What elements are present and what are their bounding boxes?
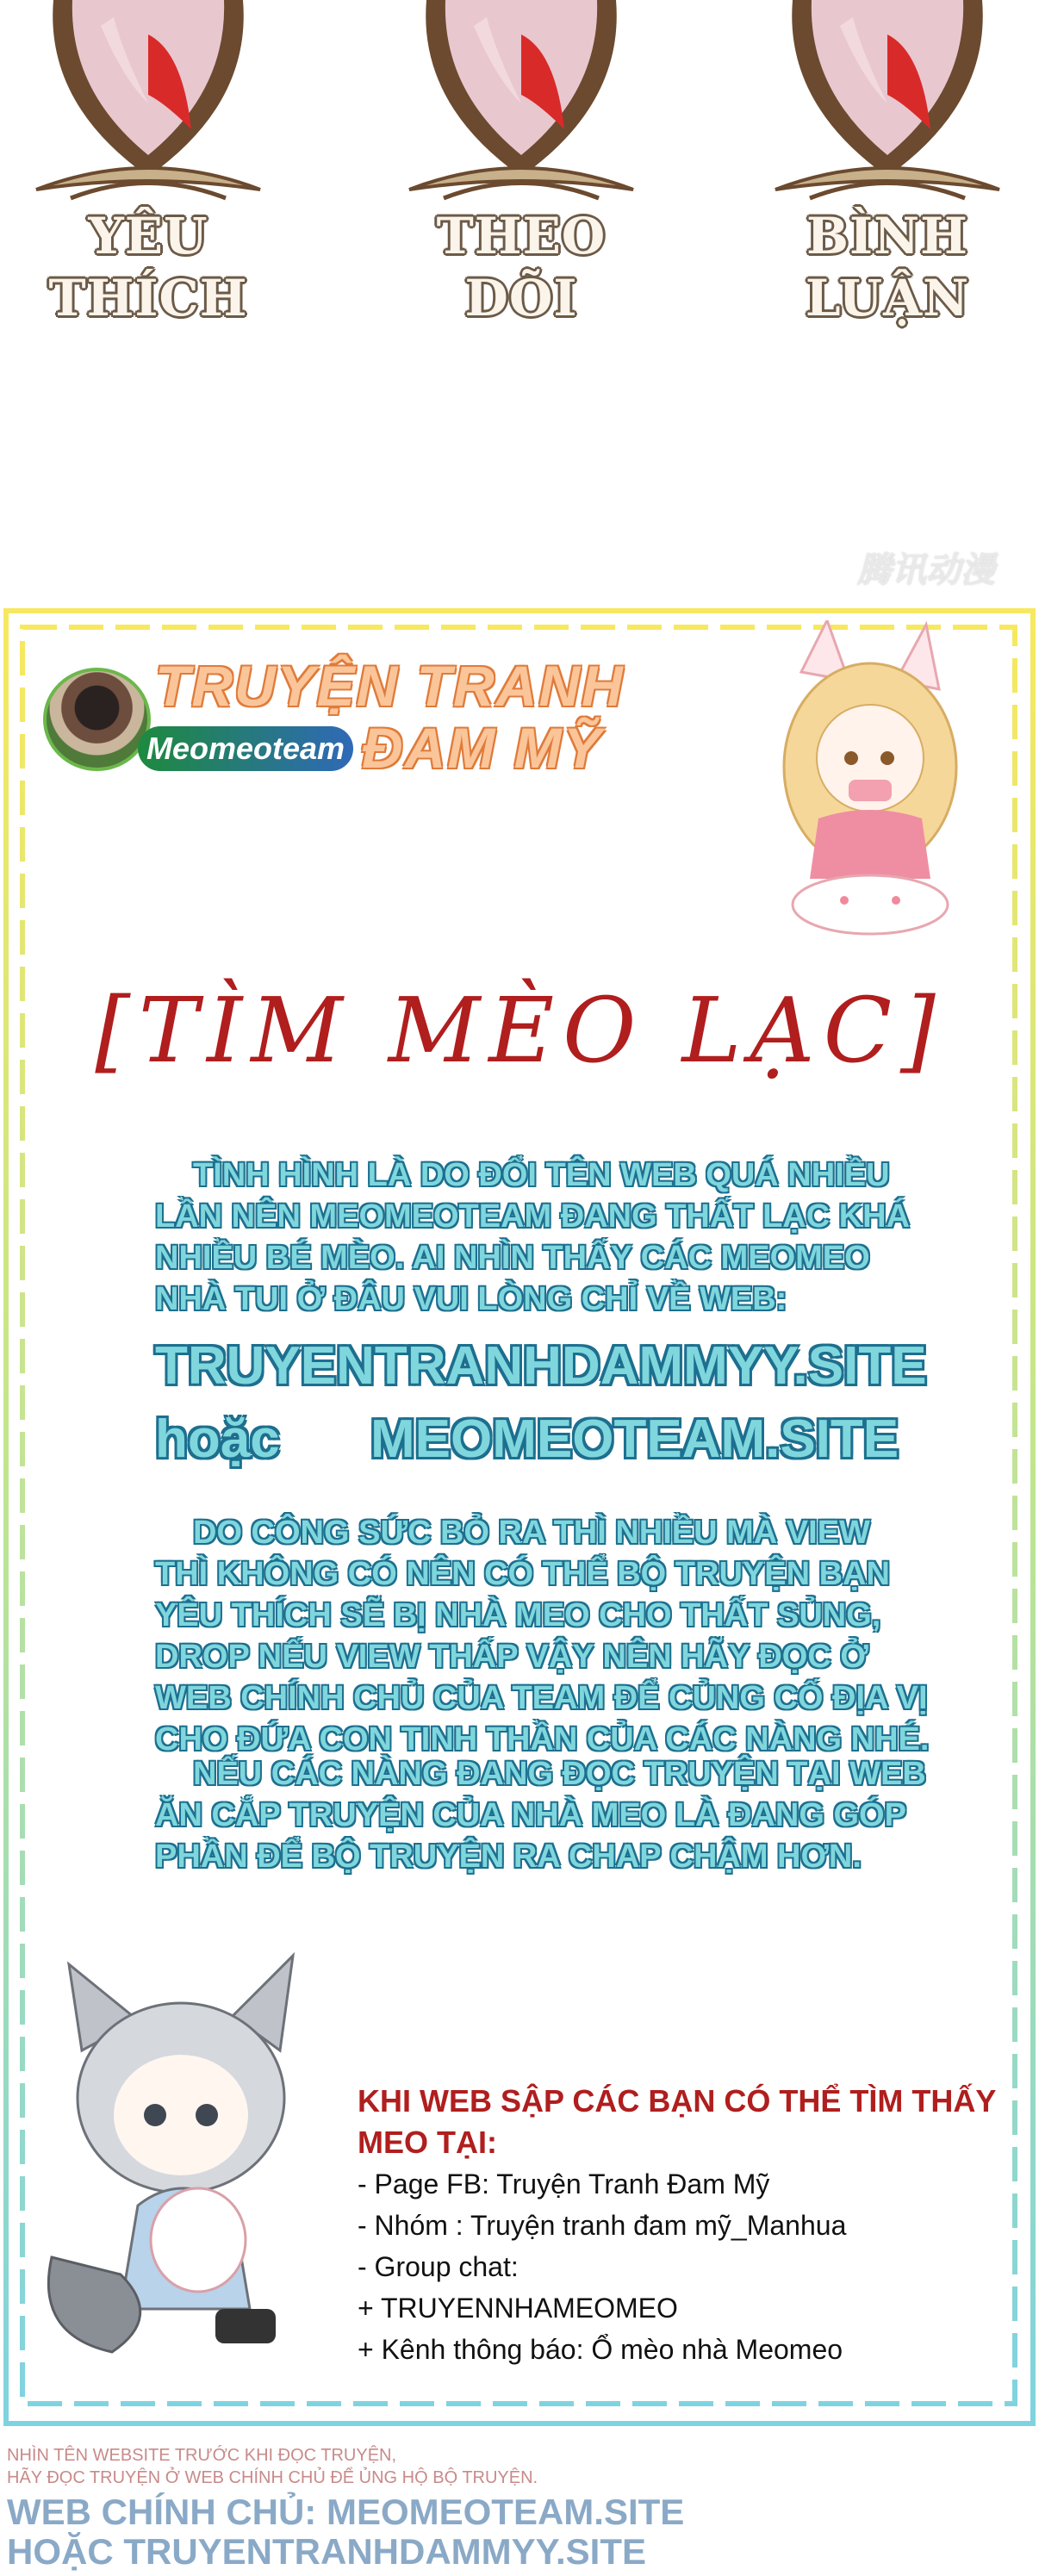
comment-label-line1: BÌNH xyxy=(806,207,968,265)
contact-group-chat-label: - Group chat: xyxy=(358,2251,519,2282)
ornate-mirror-icon xyxy=(19,0,277,233)
brand-title xyxy=(155,655,625,779)
like-label-line1: YÊU xyxy=(88,207,208,265)
team-avatar xyxy=(43,668,151,771)
brand-line1: TRUYỆN TRANH xyxy=(155,654,625,718)
contact-group[interactable]: - Nhóm : Truyện tranh đam mỹ_Manhua xyxy=(358,2210,847,2241)
notice-paragraph-1-text: TÌNH HÌNH LÀ DO ĐỔI TÊN WEB QUÁ NHIỀU LẦN NÊN MEOMEOTEAM ĐANG THẤT LẠC KHÁ NHIỀU BÉ MÈO. AI NHÌN THẤY CÁC MEOMEO NHÀ TUI Ở ĐÂU VUI LÒNG CHỈ VỀ WEB: xyxy=(155,1157,911,1317)
lost-cat-title: [TÌM MÈO LẠC] xyxy=(95,978,944,1083)
footer-alt-site[interactable]: HOẶC TRUYENTRANHDAMMYY.SITE xyxy=(7,2531,647,2572)
contact-channel[interactable]: + Kênh thông báo: Ổ mèo nhà Meomeo xyxy=(358,2334,843,2365)
site-link-2[interactable]: MEOMEOTEAM.SITE xyxy=(370,1409,899,1469)
ornate-mirror-icon xyxy=(758,0,1017,233)
follow-button[interactable] xyxy=(392,205,650,329)
or-word: hoặc xyxy=(155,1409,280,1469)
like-label-line2: THÍCH xyxy=(48,269,248,327)
contact-info xyxy=(358,2081,1012,2370)
team-name-badge: Meomeoteam xyxy=(138,726,353,771)
notice-paragraph-3 xyxy=(155,1753,930,1877)
footer-note-2: HÃY ĐỌC TRUYỆN Ở WEB CHÍNH CHỦ ĐỂ ỦNG HỘ BỘ TRUYỆN. xyxy=(7,2468,538,2487)
notice-paragraph-2 xyxy=(155,1512,930,1760)
footer-note-1: NHÌN TÊN WEBSITE TRƯỚC KHI ĐỌC TRUYỆN, xyxy=(7,2446,397,2465)
follow-frame-image[interactable] xyxy=(392,0,650,233)
comment-label-line2: LUẬN xyxy=(805,269,970,327)
contact-fb-page[interactable]: - Page FB: Truyện Tranh Đam Mỹ xyxy=(358,2168,770,2200)
fox-girl-chibi-illustration xyxy=(767,620,974,948)
notice-paragraph-1 xyxy=(155,1154,930,1320)
footer xyxy=(0,2430,1039,2576)
reaction-strip xyxy=(0,0,1039,603)
follow-label-line1: THEO xyxy=(436,207,607,265)
brand-line2: ĐAM MỸ xyxy=(362,716,603,780)
follow-label-line2: DÕI xyxy=(464,269,578,327)
contact-heading: KHI WEB SẬP CÁC BẠN CÓ THỂ TÌM THẤY MEO TẠI: xyxy=(358,2083,996,2160)
tencent-watermark-logo: 腾讯动漫 xyxy=(857,551,995,590)
footer-official-site[interactable]: WEB CHÍNH CHỦ: MEOMEOTEAM.SITE xyxy=(7,2492,685,2532)
wolf-boy-chibi-illustration xyxy=(34,1947,327,2378)
ornate-mirror-icon xyxy=(392,0,650,233)
comment-frame-image[interactable] xyxy=(758,0,1017,233)
notice-paragraph-2-text: DO CÔNG SỨC BỎ RA THÌ NHIỀU MÀ VIEW THÌ KHÔNG CÓ NÊN CÓ THỂ BỘ TRUYỆN BẠN YÊU THÍCH SẼ BỊ NHÀ MEO CHO THẤT SỦNG, DROP NẾU VIEW THẤP VẬY NÊN HÃY ĐỌC Ở WEB CHÍNH CHỦ CỦA TEAM ĐỂ CỦNG CỐ ĐỊA VỊ CHO ĐỨA CON TINH THẦN CỦA CÁC NÀNG NHÉ. xyxy=(155,1515,930,1758)
comment-button[interactable] xyxy=(758,205,1017,329)
contact-group-chat[interactable]: + TRUYENNHAMEOMEO xyxy=(358,2293,678,2324)
like-button[interactable] xyxy=(19,205,277,329)
site-link-1[interactable]: TRUYENTRANHDAMMYY.SITE xyxy=(155,1336,927,1396)
notice-paragraph-3-text: NẾU CÁC NÀNG ĐANG ĐỌC TRUYỆN TẠI WEB ĂN CẮP TRUYỆN CỦA NHÀ MEO LÀ ĐANG GÓP PHẦN ĐỂ BỘ TRUYỆN RA CHAP CHẬM HƠN. xyxy=(155,1756,926,1875)
like-frame-image[interactable] xyxy=(19,0,277,233)
